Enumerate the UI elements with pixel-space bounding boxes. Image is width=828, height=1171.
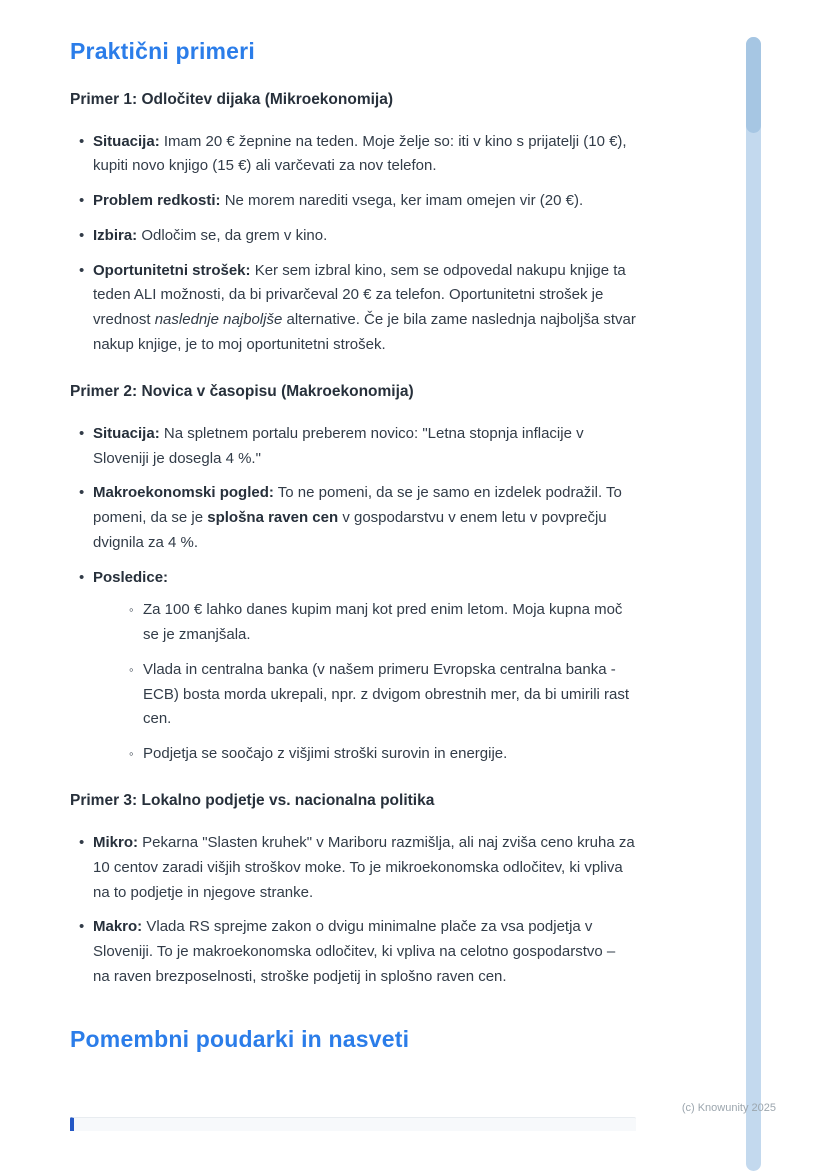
bullet-lead: Situacija: [93, 132, 160, 150]
bullet-list-primer2 [70, 422, 636, 767]
bullet-item [70, 481, 636, 555]
sub-bullet-marker: ◦ [129, 746, 134, 762]
bullet-text [93, 566, 636, 767]
sub-bullet-item [120, 598, 636, 648]
bullet-text [93, 831, 636, 905]
bullet-lead: Situacija: [93, 424, 160, 442]
bullet-item [70, 915, 636, 989]
document-body [70, 38, 636, 1053]
section-heading-primer2: Primer 2: Novica v časopisu (Makroekonomija) [70, 382, 414, 400]
sub-bullet-text: Za 100 € lahko danes kupim manj kot pred enim letom. Moja kupna moč se je zmanjšala. [143, 601, 623, 644]
sub-bullet-item [120, 742, 636, 767]
bullet-item [70, 831, 636, 905]
page-title-secondary: Pomembni poudarki in nasveti [70, 1025, 410, 1052]
sub-bullet-text: Vlada in centralna banka (v našem primeru Evropska centralna banka - ECB) bosta morda ukrepali, npr. z dvigom obrestnih mer, da bi umirili rast cen. [143, 660, 630, 728]
bullet-body: Na spletnem portalu preberem novico: "Letna stopnja inflacije v Sloveniji je dosegla 4 %." [93, 424, 584, 467]
bullet-marker: • [79, 568, 85, 586]
bullet-text [93, 259, 636, 358]
bullet-item [70, 224, 636, 249]
callout-accent-bar [70, 1117, 636, 1131]
bullet-body: v gospodarstvu v enem letu v povprečju dvignila za 4 %. [93, 509, 607, 551]
bullet-body: Ker sem izbral kino, sem se odpovedal nakupu knjige ta teden ALI možnosti, da bi privarčeval 20 € za telefon. Oportunitetni strošek je vrednost [93, 261, 626, 329]
bullet-body: alternative. Če je bila zame naslednja najboljša stvar nakup knjige, je to moj oportunitetni strošek. [93, 311, 636, 353]
section-heading-primer1: Primer 1: Odločitev dijaka (Mikroekonomija) [70, 90, 394, 108]
bullet-lead: Makro: [93, 918, 143, 936]
bullet-body: To ne pomeni, da se je samo en izdelek podražil. To pomeni, da se je [93, 484, 622, 527]
bullet-text [93, 130, 636, 180]
bullet-list-primer3 [70, 831, 636, 990]
bullet-text [93, 224, 636, 249]
bullet-marker: • [79, 484, 85, 502]
sub-bullet-text: Podjetja se soočajo z višjimi stroški surovin in energije. [143, 745, 508, 763]
scrollbar-track[interactable] [746, 37, 761, 1171]
watermark: (c) Knowunity 2025 [681, 1102, 776, 1114]
bullet-list-primer1 [70, 130, 636, 358]
bullet-item [70, 189, 636, 214]
bullet-lead: Izbira: [93, 226, 138, 244]
bullet-item [70, 422, 636, 472]
page-title: Praktični primeri [70, 38, 255, 64]
bullet-marker: • [79, 918, 85, 936]
bullet-body: Imam 20 € žepnine na teden. Moje želje so: iti v kino s prijatelji (10 €), kupiti novo knjigo (15 €) ali varčevati za nov telefon. [93, 132, 627, 175]
bullet-body: Odločim se, da grem v kino. [141, 226, 328, 244]
bullet-marker: • [79, 261, 85, 279]
bullet-body: Vlada RS sprejme zakon o dvigu minimalne plače za vsa podjetja v Sloveniji. To je makroekonomska odločitev, ki vpliva na celotno gospodarstvo – na raven brezposelnosti, stroške podjetij in splošno raven cen. [93, 918, 616, 985]
bullet-marker: • [79, 132, 85, 150]
bullet-lead: Problem redkosti: [93, 192, 221, 210]
bullet-text [93, 915, 636, 989]
sub-bullet-item [120, 658, 636, 732]
bullet-text [93, 189, 636, 214]
section-heading-primer3: Primer 3: Lokalno podjetje vs. nacionalna politika [70, 791, 435, 809]
bullet-item [70, 130, 636, 180]
sub-bullet-list [120, 598, 636, 767]
bullet-lead: Posledice: [93, 568, 169, 586]
italic-phrase: naslednje najboljše [154, 311, 283, 329]
bullet-marker: • [79, 226, 85, 244]
sub-bullet-marker: ◦ [129, 661, 134, 677]
scrollbar-thumb[interactable] [746, 37, 761, 133]
bullet-marker: • [79, 834, 85, 852]
bullet-body: Pekarna "Slasten kruhek" v Mariboru razmišlja, ali naj zviša ceno kruha za 10 centov zaradi višjih stroškov moke. To je mikroekonomska odločitev, ki vpliva na to podjetje in njegove stranke. [93, 834, 635, 901]
bullet-marker: • [79, 424, 85, 442]
bullet-item [70, 566, 636, 767]
bullet-text [93, 422, 636, 472]
sub-bullet-marker: ◦ [129, 602, 134, 618]
bullet-lead: Mikro: [93, 834, 138, 852]
bullet-lead: Makroekonomski pogled: [93, 484, 274, 502]
bullet-marker: • [79, 192, 85, 210]
bullet-text [93, 481, 636, 555]
bullet-item [70, 259, 636, 358]
bullet-lead: Oportunitetni strošek: [93, 261, 251, 279]
bold-phrase: splošna raven cen [207, 509, 339, 527]
bullet-body: Ne morem narediti vsega, ker imam omejen vir (20 €). [224, 192, 584, 210]
